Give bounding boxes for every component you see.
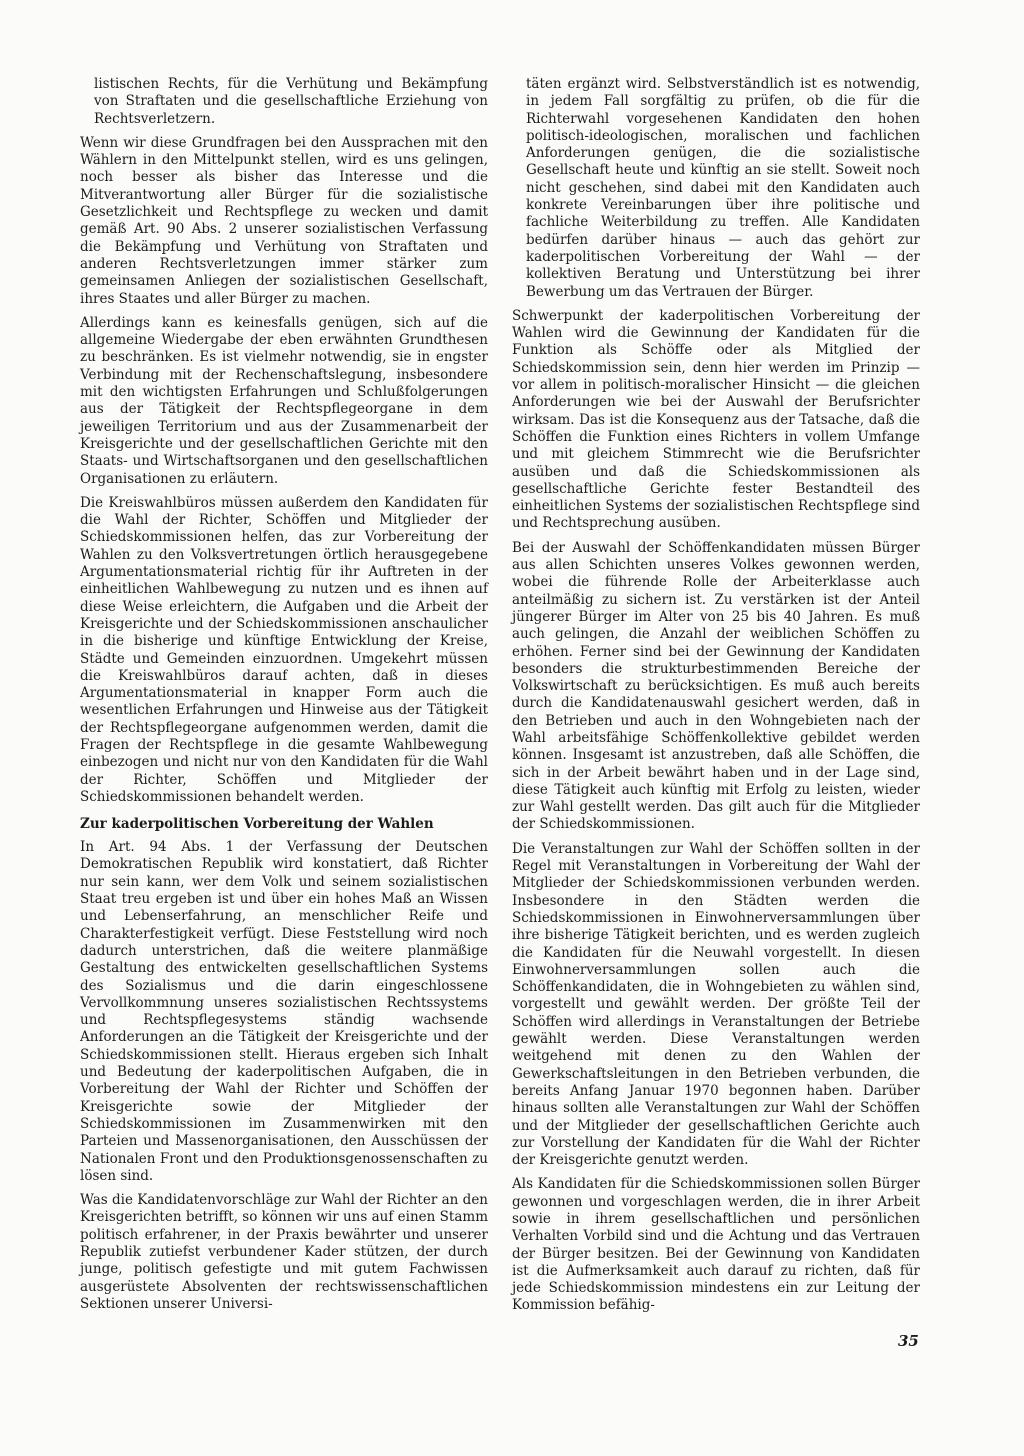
paragraph: Schwerpunkt der kaderpolitischen Vorbereitung der Wahlen wird die Gewinnung der Kandidaten für die Funktion als Schöffe oder als Mitglied der Schiedskommission sein, denn hier werden im Prinzip — vor allem in politisch-moralischer Hinsicht — die gleichen Anforderungen wie bei der Auswahl der Berufsrichter wirksam. Das ist die Konsequenz aus der Tatsache, daß die Schöffen die Funktion eines Richters in vollem Umfange und mit gleichem Stimmrecht wie die Berufsrichter ausüben und daß die Schiedskommissionen als gesellschaftliche Gerichte fester Bestandteil des einheitlichen Systems der sozialistischen Rechtspflege sind und Rechtsprechung ausüben. <box>512 307 920 532</box>
paragraph: Was die Kandidatenvorschläge zur Wahl der Richter an den Kreisgerichten betrifft, so können wir uns auf einen Stamm politisch erfahrener, in der Praxis bewährter und unserer Republik zutiefst verbundener Kader stützen, der durch junge, politisch gefestigte und mit gutem Fachwissen ausgerüstete Absolventen der rechtswissenschaftlichen Sektionen unserer Universi- <box>80 1192 488 1312</box>
page-number: 35 <box>898 1332 919 1350</box>
paragraph: listischen Rechts, für die Verhütung und Bekämpfung von Straftaten und die gesellschaftliche Erziehung von Rechtsverletzern. <box>94 76 488 127</box>
paragraph: Die Kreiswahlbüros müssen außerdem den Kandidaten für die Wahl der Richter, Schöffen und Mitglieder der Schiedskommissionen helfen, das zur Vorbereitung der Wahlen zu den Volksvertretungen örtlich herausgegebene Argumentationsmaterial richtig für ihr Auftreten in der einheitlichen Wahlbewegung zu nutzen und es ihnen auf diese Weise erleichtern, die Aufgaben und die Arbeit der Kreisgerichte und der Schiedskommissionen anschaulicher in die bisherige und künftige Entwicklung der Kreise, Städte und Gemeinden einzuordnen. Umgekehrt müssen die Kreiswahlbüros darauf achten, daß in dieses Argumentationsmaterial in knapper Form auch die wesentlichen Erfahrungen und Hinweise aus der Tätigkeit der Rechtspflegeorgane aufgenommen werden, damit die Fragen der Rechtspflege in die gesamte Wahlbewegung einbezogen und nicht nur von den Kandidaten für die Wahl der Richter, Schöffen und Mitglieder der Schiedskommissionen behandelt werden. <box>80 494 488 805</box>
section-heading: Zur kaderpolitischen Vorbereitung der Wahlen <box>80 816 434 833</box>
right-column <box>512 76 920 1322</box>
paragraph: Allerdings kann es keinesfalls genügen, sich auf die allgemeine Wiedergabe der eben erwähnten Grundthesen zu beschränken. Es ist vielmehr notwendig, sie in engster Verbindung mit der Rechenschaftslegung, insbesondere mit den wichtigsten Erfahrungen und Schlußfolgerungen aus der Tätigkeit der Rechtspflegeorgane in dem jeweiligen Territorium und aus der Zusammenarbeit der Kreisgerichte und der gesellschaftlichen Gerichte mit den Staats- und Wirtschaftsorganen und den gesellschaftlichen Organisationen zu erläutern. <box>80 314 488 487</box>
paragraph: In Art. 94 Abs. 1 der Verfassung der Deutschen Demokratischen Republik wird konstatiert, daß Richter nur sein kann, wer dem Volk und seinem sozialistischen Staat treu ergeben ist und über ein hohes Maß an Wissen und Lebenserfahrung, an menschlicher Reife und Charakterfestigkeit verfügt. Diese Feststellung wird noch dadurch unterstrichen, daß die weitere planmäßige Gestaltung des entwickelten gesellschaftlichen Systems des Sozialismus und die darin eingeschlossene Vervollkommnung unseres sozialistischen Rechtssystems und Rechtspflegesystems ständig wachsende Anforderungen an die Tätigkeit der Kreisgerichte und der Schiedskommissionen stellt. Hieraus ergeben sich Inhalt und Bedeutung der kaderpolitischen Aufgaben, die in Vorbereitung der Wahl der Richter und Schöffen der Kreisgerichte sowie der Mitglieder der Schiedskommissionen im Zusammenwirken mit den Parteien und Massenorganisationen, den Ausschüssen der Nationalen Front und den Produktionsgenossenschaften zu lösen sind. <box>80 839 488 1184</box>
left-column <box>80 76 488 1320</box>
paragraph: Als Kandidaten für die Schiedskommissionen sollen Bürger gewonnen und vorgeschlagen werden, die in ihrer Arbeit sowie in ihrem gesellschaftlichen und persönlichen Verhalten Vorbild sind und die Achtung und das Vertrauen der Bürger besitzen. Bei der Gewinnung von Kandidaten ist die Aufmerksamkeit auch darauf zu richten, daß für jede Schiedskommission mindestens ein zur Leitung der Kommission befähig- <box>512 1176 920 1314</box>
paragraph: täten ergänzt wird. Selbstverständlich ist es notwendig, in jedem Fall sorgfältig zu prüfen, ob die für die Richterwahl vorgesehenen Kandidaten den hohen politisch-ideologischen, moralischen und fachlichen Anforderungen genügen, die die sozialistische Gesellschaft heute und künftig an sie stellt. Soweit noch nicht geschehen, sind dabei mit den Kandidaten auch konkrete Vereinbarungen über ihre politische und fachliche Weiterbildung zu treffen. Alle Kandidaten bedürfen darüber hinaus — auch das gehört zur kaderpolitischen Vorbereitung der Wahl — der kollektiven Beratung und Unterstützung bei ihrer Bewerbung um das Vertrauen der Bürger. <box>526 76 920 300</box>
paragraph: Die Veranstaltungen zur Wahl der Schöffen sollten in der Regel mit Veranstaltungen in Vorbereitung der Wahl der Mitglieder der Schiedskommissionen verbunden werden. Insbesondere in den Städten werden die Schiedskommissionen in Einwohnerversammlungen über ihre bisherige Tätigkeit berichten, und es werden zugleich die Kandidaten für die Neuwahl vorgestellt. In diesen Einwohnerversammlungen sollen auch die Schöffenkandidaten, die in Wohngebieten zu wählen sind, vorgestellt und gewählt werden. Der größte Teil der Schöffen wird allerdings in Veranstaltungen der Betriebe gewählt werden. Diese Veranstaltungen werden weitgehend mit denen zu den Wahlen der Gewerkschaftsleitungen in den Betrieben verbunden, die bereits Anfang Januar 1970 begonnen haben. Darüber hinaus sollten alle Veranstaltungen zur Wahl der Schöffen und der Mitglieder der gesellschaftlichen Gerichte auch zur Vorstellung der Kandidaten für die Wahl der Richter der Kreisgerichte genutzt werden. <box>512 840 920 1169</box>
paragraph: Wenn wir diese Grundfragen bei den Aussprachen mit den Wählern in den Mittelpunkt stellen, wird es uns gelingen, noch besser als bisher das Interesse und die Mitverantwortung aller Bürger für die sozialistische Gesetzlichkeit und Rechtspflege zu wecken und damit gemäß Art. 90 Abs. 2 unserer sozialistischen Verfassung die Bekämpfung und Verhütung von Straftaten und anderen Rechtsverletzungen immer stärker zum gemeinsamen Anliegen der sozialistischen Gesellschaft, ihres Staates und aller Bürger zu machen. <box>80 134 488 307</box>
paragraph: Bei der Auswahl der Schöffenkandidaten müssen Bürger aus allen Schichten unseres Volkes gewonnen werden, wobei die führende Rolle der Arbeiterklasse auch anteilmäßig zu sichern ist. Zu verstärken ist der Anteil jüngerer Bürger im Alter von 25 bis 40 Jahren. Es muß auch gelingen, die Anzahl der weiblichen Schöffen zu erhöhen. Ferner sind bei der Gewinnung der Kandidaten besonders die strukturbestimmenden Bereiche der Volkswirtschaft zu berücksichtigen. Es muß auch bereits durch die Kandidatenauswahl gesichert werden, daß in den Betrieben und auch in den Wohngebieten nach der Wahl arbeitsfähige Schöffenkollektive gebildet werden können. Insgesamt ist anzustreben, daß alle Schöffen, die sich in der Arbeit bewährt haben und in der Lage sind, diese Tätigkeit auch künftig mit Erfolg zu leisten, wieder zur Wahl gestellt werden. Das gilt auch für die Mitglieder der Schiedskommissionen. <box>512 539 920 833</box>
